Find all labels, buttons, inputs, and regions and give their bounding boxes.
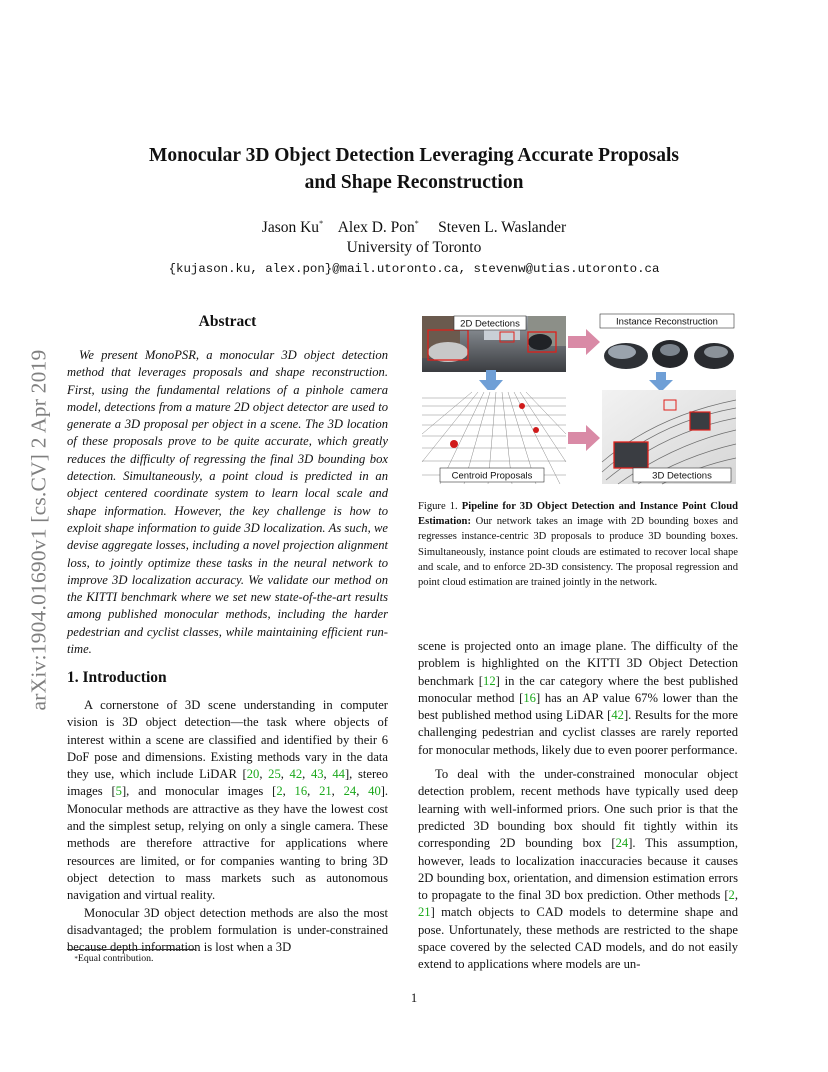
- intro-paragraph-2: Monocular 3D object detection methods are also the most disadvantaged; the problem formulation is under-constrained because depth information is lost when a 3D: [67, 905, 388, 955]
- citation-link[interactable]: 16: [294, 784, 308, 799]
- paper-title: [60, 142, 768, 196]
- arrow-right-icon: [568, 425, 600, 451]
- label-3d-detections: 3D Detections: [652, 470, 712, 482]
- footnote-mark: *: [74, 955, 78, 963]
- arrow-right-icon: [568, 329, 600, 355]
- text-span: ], stereo images [: [67, 767, 389, 799]
- caption-bold: Pipeline for 3D Object Detection and Instance Point Cloud Estimation:: [418, 501, 738, 528]
- centroid-point: [519, 403, 525, 409]
- text-span: ], and monocular images [: [121, 784, 277, 799]
- author-list: [60, 218, 768, 238]
- text-span: A cornerstone of 3D scene understanding in computer vision is 3D object detection—the task where objects of interest within a scene are classified and identified by their 6 DoF pose and dimensions. Existing methods vary in the data they use, which include LiDAR [: [67, 698, 388, 782]
- citation-link[interactable]: 44: [332, 767, 345, 782]
- author-1: Jason Ku: [261, 219, 320, 236]
- text-span: ] match objects to CAD models to determine shape and pose. Unfortunately, these methods are restricted to the shape space covered by the selected CAD models, and do not easily extend to applications where models are un-: [418, 905, 738, 972]
- instance-reconstruction-image: [604, 340, 734, 369]
- author-2: Alex D. Pon: [337, 219, 415, 236]
- citation-link[interactable]: 42: [611, 708, 624, 723]
- title-line-2: and Shape Reconstruction: [304, 172, 524, 193]
- citation-link[interactable]: 42: [289, 767, 303, 782]
- text-span: ]. Results for the more challenging pedestrian and cyclist classes are rarely reported for monocular methods, likely due to even poorer performance.: [418, 708, 738, 757]
- label-instance-reconstruction: Instance Reconstruction: [616, 316, 718, 328]
- citation-link[interactable]: 21: [319, 784, 332, 799]
- caption-prefix: Figure 1.: [418, 501, 458, 512]
- citation-link[interactable]: 24: [343, 784, 357, 799]
- citation-link[interactable]: 20: [246, 767, 260, 782]
- citation-link[interactable]: 16: [523, 690, 536, 705]
- citation-link[interactable]: 5: [115, 784, 122, 799]
- label-2d-detections: 2D Detections: [460, 318, 520, 330]
- footnote-text: Equal contribution.: [77, 953, 154, 964]
- author-2-mark: *: [414, 218, 419, 228]
- abstract-text: We present MonoPSR, a monocular 3D object detection method that leverages proposals and shape reconstruction. First, using the fundamental relations of a pinhole camera model, detections from a mature 2D object detector are used to generate a 3D proposal per object in a scene. The 3D location of these proposals prove to be quite accurate, which greatly reduces the difficulty of regressing the final 3D bounding box detection. Simultaneously, a point cloud is predicted in an object centered coordinate system to learn local scale and shape information. However, the key challenge is how to exploit shape information to guide 3D localization. As such, we devise aggregate losses, including a novel projection alignment loss, to jointly optimize these tasks in the neural network to improve 3D localization accuracy. We validate our method on the KITTI benchmark where we set new state-of-the-art results among published monocular methods, including the harder pedestrian and cyclist classes, while maintaining efficient run-time.: [67, 348, 388, 657]
- citation-link[interactable]: 2: [276, 784, 283, 799]
- intro-right-column: [418, 638, 738, 974]
- affiliation: University of Toronto: [346, 239, 482, 256]
- author-3: Steven L. Waslander: [438, 219, 567, 236]
- centroid-point: [533, 427, 539, 433]
- author-1-mark: *: [319, 218, 324, 228]
- citation-link[interactable]: 12: [483, 673, 496, 688]
- figure-1-caption: [418, 499, 738, 590]
- intro-left-column: [67, 697, 388, 956]
- caption-text: Our network takes an image with 2D bounding boxes and regresses instance-centric 3D proposals to produce 3D bounding boxes. Simultaneously, instance point clouds are estimated to recover local shape and scale, and to enforce 2D-3D consistency. The proposal regression and point cloud estimation are trained jointly in the network.: [418, 516, 738, 589]
- citation-link[interactable]: 24: [615, 836, 629, 851]
- arxiv-id: arXiv:1904.01690v1 [cs.CV] 2 Apr 2019: [26, 349, 51, 710]
- author-emails: {kujason.ku, alex.pon}@mail.utoronto.ca, stevenw@utias.utoronto.ca: [168, 262, 660, 276]
- section-heading-introduction: 1. Introduction: [67, 669, 167, 686]
- intro-paragraph-1: A cornerstone of 3D scene understanding in computer vision is 3D object detection—the task where objects of interest within a scene are classified and identified by their 6 DoF pose and dimensions. Existing methods vary in the data they use, which include LiDAR [20, 25, 42, 43, 44], stereo images [5], and monocular images [2, 16, 21, 24, 40]. Monocular methods are attractive as they have the lowest cost and the simplest setup, relying on only a single camera. These methods are therefore attractive for applications where resources are limited, or for companies wanting to bring 3D object detection to mass markets such as autonomous navigation and virtual reality.: [67, 698, 389, 903]
- citation-link[interactable]: 21: [418, 905, 431, 920]
- label-centroid-proposals: Centroid Proposals: [451, 470, 533, 482]
- figure-1-pipeline: [418, 312, 738, 486]
- footnote-rule: [67, 949, 195, 950]
- citation-link[interactable]: 25: [268, 767, 281, 782]
- citation-link[interactable]: 2: [728, 888, 735, 903]
- title-line-1: Monocular 3D Object Detection Leveraging Accurate Proposals: [148, 145, 679, 166]
- arrow-down-icon: [649, 372, 673, 392]
- footnote: [67, 953, 387, 965]
- intro-paragraph-3: [418, 638, 738, 759]
- text-span: ] in the car category where the best published monocular method [: [418, 673, 739, 705]
- text-span: ]. Monocular methods are attractive as they have the lowest cost and the simplest setup, relying on only a single camera. These methods are therefore attractive for applications where resources are limited, or for companies wanting to bring 3D object detection to mass markets such as autonomous navigation and virtual reality.: [67, 784, 389, 903]
- citation-link[interactable]: 43: [310, 767, 324, 782]
- text-span: ]. This assumption, however, leads to localization inaccuracies because it causes 2D bounding box, orientation, and dimension estimation errors to propagate to the final 3D box prediction. Other methods [: [418, 836, 738, 903]
- text-span: To deal with the under-constrained monocular object detection problem, recent methods have typically used deep learning with well-informed priors. One such prior is that the predicted 3D bounding box should fit tightly within its corresponding 2D bounding box [: [418, 767, 738, 851]
- page-number: 1: [410, 991, 418, 1005]
- arxiv-sidebar-stamp: [24, 302, 54, 757]
- intro-paragraph-4: To deal with the under-constrained monocular object detection problem, recent methods have typically used deep learning with well-informed priors. One such prior is that the predicted 3D bounding box should fit tightly within its corresponding 2D bounding box [24]. This assumption, however, leads to localization inaccuracies because it causes 2D bounding box, orientation, and dimension estimation errors to propagate to the final 3D box prediction. Other methods [2, 21] match objects to CAD models to determine shape and pose. Unfortunately, these methods are restricted to the shape space covered by the selected CAD models, and do not easily extend to applications where models are un-: [418, 767, 738, 972]
- citation-link[interactable]: 40: [368, 784, 381, 799]
- text-span: ] has an AP value 67% lower than the best published method using LiDAR [: [418, 690, 738, 723]
- text-span: scene is projected onto an image plane. The difficulty of the problem is highlighted on the KITTI 3D Object Detection benchmark [: [418, 639, 738, 688]
- abstract-heading: Abstract: [198, 313, 257, 330]
- centroid-point: [450, 440, 458, 448]
